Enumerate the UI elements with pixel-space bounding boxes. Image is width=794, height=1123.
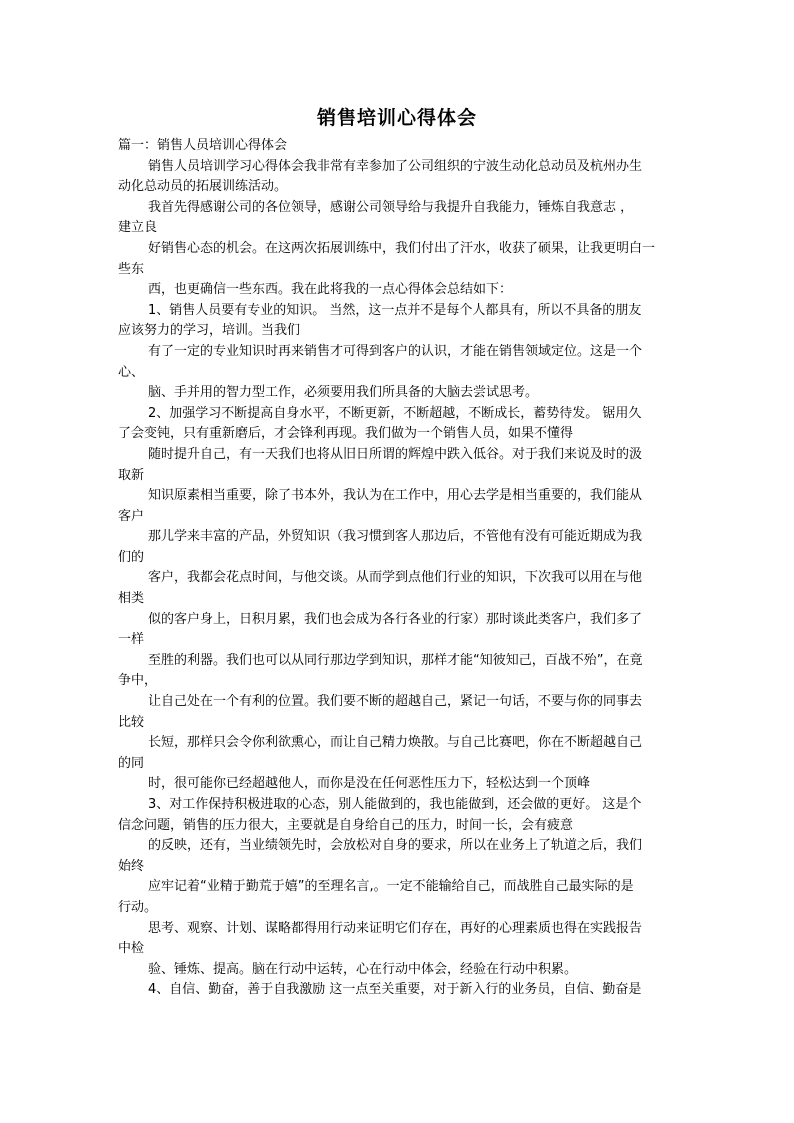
body-line: 比较	[118, 714, 145, 730]
body-line: 争中，	[118, 673, 158, 689]
body-line: 那儿学来丰富的产品，外贸知识（我习惯到客人那边后，不管他有没有可能近期成为我	[148, 529, 643, 545]
body-line: 动化总动员的拓展训练活动。	[118, 179, 288, 195]
body-line: 时，很可能你已经超越他人，而你是没在任何恶性压力下，轻松达到一个顶峰	[148, 776, 591, 792]
body-line: 行动。	[118, 899, 158, 915]
body-line: 客户	[118, 508, 145, 524]
body-line: 信念问题，销售的压力很大，主要就是自身给自己的压力，时间一长，会有疲意	[118, 817, 574, 833]
body-line: 验、锤炼、提高。脑在行动中运转，心在行动中体会，经验在行动中积累。	[148, 961, 578, 977]
body-line: 4、自信、勤奋，善于自我激励 这一点至关重要，对于新入行的业务员，自信、勤奋是	[148, 982, 642, 998]
body-line: 始终	[118, 858, 145, 874]
body-line: 篇一：销售人员培训心得体会	[118, 138, 288, 153]
document-body	[118, 136, 684, 1001]
body-line: 建立良	[118, 220, 158, 236]
body-line: 有了一定的专业知识时再来销售才可得到客户的认识，才能在销售领域定位。这是一个	[148, 343, 643, 359]
body-line: 些东	[118, 261, 145, 277]
body-line: 2、加强学习不断提高自身水平，不断更新，不断超越，不断成长，蓄势待发。 锯用久	[148, 405, 642, 421]
body-line: 脑、手并用的智力型工作，必须要用我们所具备的大脑去尝试思考。	[148, 385, 539, 401]
body-line: 的反映，还有，当业绩领先时，会放松对自身的要求，所以在业务上了轨道之后，我们	[148, 838, 643, 854]
body-line: 客户，我都会花点时间，与他交谈。从而学到点他们行业的知识，下次我可以用在与他	[148, 570, 643, 586]
body-line: 西，也更确信一些东西。我在此将我的一点心得体会总结如下：	[148, 282, 513, 298]
body-line: 至胜的利器。我们也可以从同行那边学到知识，那样才能“知彼知己，百战不殆”，在竟	[148, 652, 643, 668]
body-line: 销售人员培训学习心得体会我非常有幸参加了公司组织的宁波生动化总动员及杭州办生	[148, 158, 643, 174]
document-title: 销售培训心得体会	[316, 107, 477, 129]
body-line: 3、对工作保持积极进取的心态，别人能做到的，我也能做到，还会做的更好。 这是个	[148, 797, 642, 812]
body-line: 随时提升自己，有一天我们也将从旧日所谓的辉煌中跌入低谷。对于我们来说及时的汲	[148, 446, 643, 462]
body-line: 心、	[118, 364, 145, 380]
body-line: 知识原素相当重要，除了书本外，我认为在工作中，用心去学是相当重要的，我们能从	[148, 488, 643, 504]
body-line: 我首先得感谢公司的各位领导，感谢公司领导给与我提升自我能力，锤炼自我意志 ，	[148, 199, 634, 215]
body-line: 好销售心态的机会。在这两次拓展训练中，我们付出了汗水，收获了硕果，让我更明白一	[148, 240, 656, 256]
body-line: 中检	[118, 941, 145, 957]
body-line: 让自己处在一个有利的位置。我们要不断的超越自己，紧记一句话，不要与你的同事去	[148, 694, 643, 710]
body-line: 应该努力的学习，培训。当我们	[118, 323, 301, 339]
body-line: 思考、观察、计划、谋略都得用行动来证明它们存在，再好的心理素质也得在实践报告	[148, 920, 643, 936]
body-line: 取新	[118, 467, 145, 483]
body-line: 1、销售人员要有专业的知识。 当然，这一点并不是每个人都具有，所以不具备的朋友	[148, 302, 642, 318]
body-line: 似的客户身上，日积月累，我们也会成为各行各业的行家）那时谈此类客户，我们多了	[148, 611, 643, 627]
body-line: 了会变钝，只有重新磨后，才会锋利再现。我们做为一个销售人员，如果不懂得	[118, 426, 574, 442]
body-line: 一样	[118, 632, 145, 648]
body-line: 应牢记着“业精于勤荒于嬉”的至理名言,。一定不能输给自己，而战胜自己最实际的是	[148, 879, 634, 895]
body-line: 长短，那样只会令你利欲熏心，而让自己精力焕散。与自己比赛吧，你在不断超越自己	[148, 735, 643, 751]
body-line: 的同	[118, 755, 145, 771]
body-line: 们的	[118, 549, 145, 565]
body-line: 相类	[118, 591, 145, 607]
